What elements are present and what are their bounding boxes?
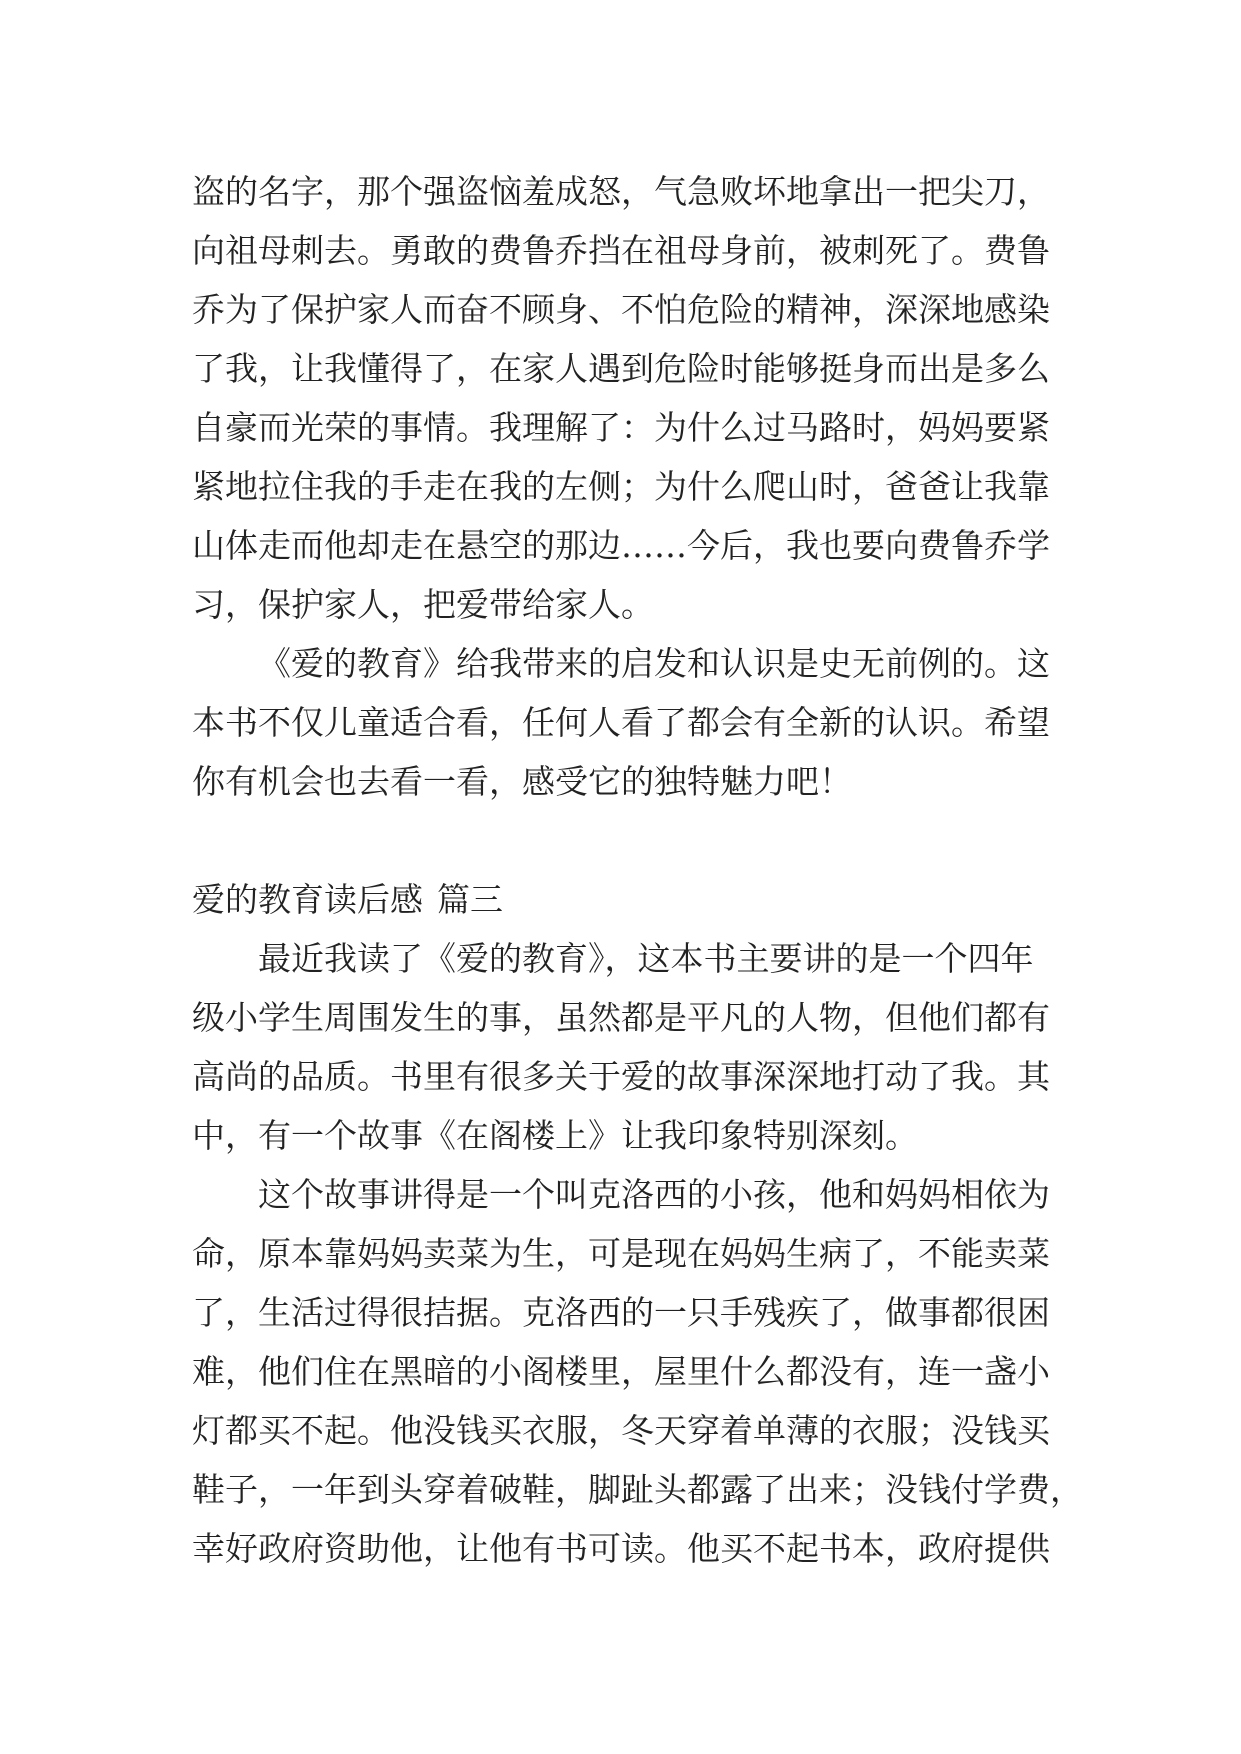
conclusion-paragraph <box>192 634 1062 811</box>
text-line: 难，他们住在黑暗的小阁楼里，屋里什么都没有，连一盏小 <box>192 1352 1050 1391</box>
text-line: 本书不仅儿童适合看，任何人看了都会有全新的认识。希望 <box>192 703 1050 742</box>
text-line: 了，生活过得很拮据。克洛西的一只手残疾了，做事都很困 <box>192 1293 1050 1332</box>
document-body <box>192 162 1083 1578</box>
section-spacer <box>192 811 1062 870</box>
text-line: 鞋子，一年到头穿着破鞋，脚趾头都露了出来；没钱付学费， <box>192 1470 1083 1509</box>
text-line: 向祖母刺去。勇敢的费鲁乔挡在祖母身前，被刺死了。费鲁 <box>192 231 1050 270</box>
text-line: 《爱的教育》给我带来的启发和认识是史无前例的。这 <box>258 644 1050 683</box>
text-line: 紧地拉住我的手走在我的左侧；为什么爬山时，爸爸让我靠 <box>192 467 1050 506</box>
text-line: 你有机会也去看一看，感受它的独特魅力吧！ <box>192 762 852 801</box>
text-line: 幸好政府资助他，让他有书可读。他买不起书本，政府提供 <box>192 1529 1050 1568</box>
text-line: 命，原本靠妈妈卖菜为生，可是现在妈妈生病了，不能卖菜 <box>192 1234 1050 1273</box>
section-heading <box>192 870 1062 929</box>
text-line: 盗的名字，那个强盗恼羞成怒，气急败坏地拿出一把尖刀， <box>192 172 1050 211</box>
text-line: 乔为了保护家人而奋不顾身、不怕危险的精神，深深地感染 <box>192 290 1050 329</box>
text-line: 了我，让我懂得了，在家人遇到危险时能够挺身而出是多么 <box>192 349 1050 388</box>
text-line: 高尚的品质。书里有很多关于爱的故事深深地打动了我。其 <box>192 1057 1050 1096</box>
text-line: 习，保护家人，把爱带给家人。 <box>192 585 654 624</box>
text-line: 中，有一个故事《在阁楼上》让我印象特别深刻。 <box>192 1116 918 1155</box>
heading-title: 爱的教育读后感 <box>192 880 423 919</box>
text-line: 山体走而他却走在悬空的那边……今后，我也要向费鲁乔学 <box>192 526 1050 565</box>
paragraph <box>192 929 1062 1165</box>
continued-paragraph <box>192 162 1062 634</box>
text-line: 这个故事讲得是一个叫克洛西的小孩，他和妈妈相依为 <box>258 1175 1050 1214</box>
paragraph <box>192 1165 1083 1578</box>
text-line: 灯都买不起。他没钱买衣服，冬天穿着单薄的衣服；没钱买 <box>192 1411 1050 1450</box>
text-line: 最近我读了《爱的教育》，这本书主要讲的是一个四年 <box>258 939 1034 978</box>
text-line: 自豪而光荣的事情。我理解了：为什么过马路时，妈妈要紧 <box>192 408 1050 447</box>
heading-part: 篇三 <box>437 880 503 919</box>
text-line: 级小学生周围发生的事，虽然都是平凡的人物，但他们都有 <box>192 998 1050 1037</box>
